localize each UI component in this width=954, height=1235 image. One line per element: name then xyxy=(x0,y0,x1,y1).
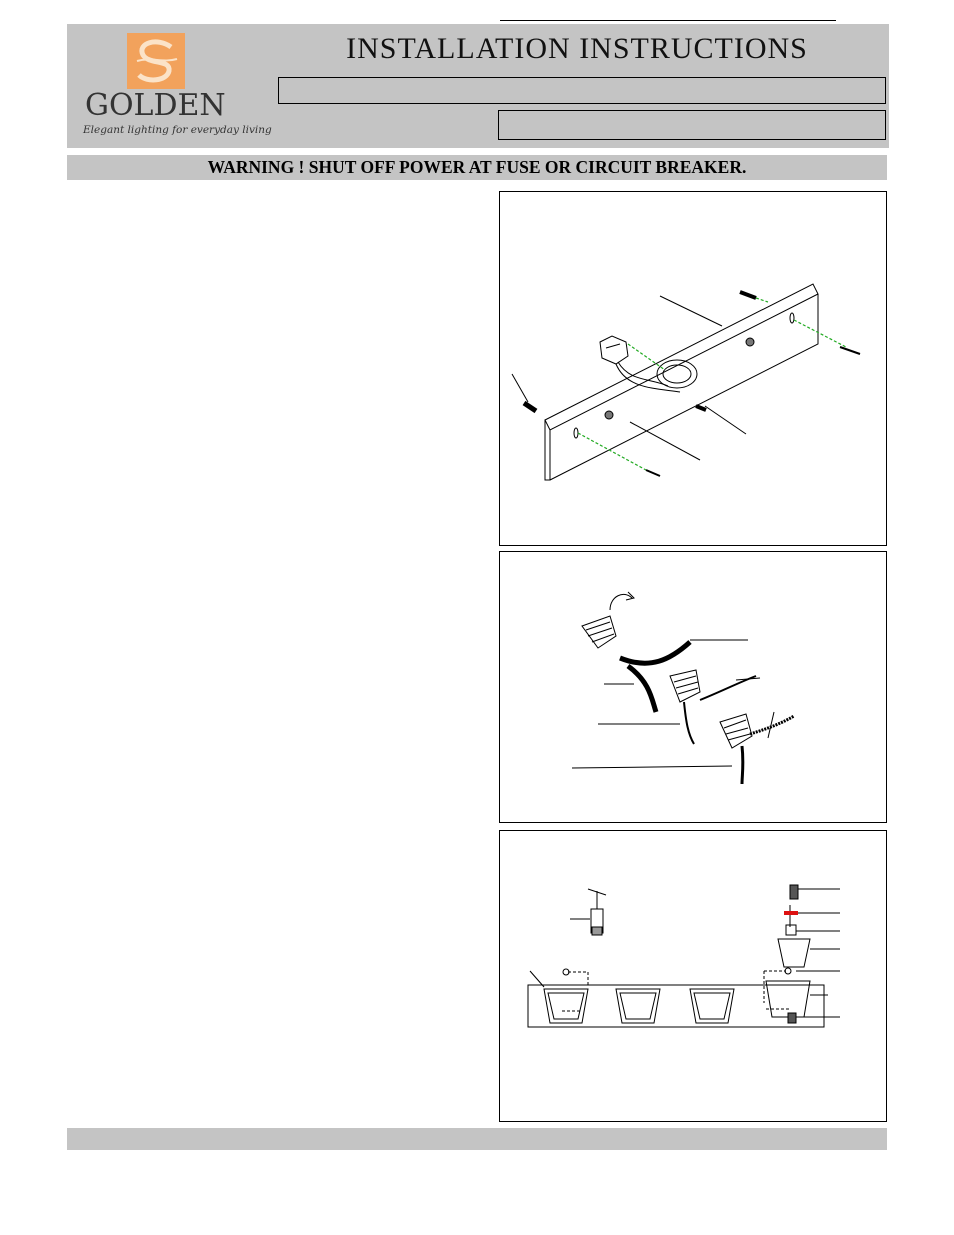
logo-wordmark: GOLDEN xyxy=(85,88,226,123)
header-banner xyxy=(67,24,889,148)
glass-assembly-diagram xyxy=(500,831,886,1121)
logo-tagline: Elegant lighting for everyday living xyxy=(83,124,272,136)
wiring-diagram xyxy=(500,552,886,822)
glass-assembly-panel xyxy=(499,830,887,1122)
page-title: INSTALLATION INSTRUCTIONS xyxy=(346,32,808,65)
wiring-diagram-panel xyxy=(499,551,887,823)
mounting-diagram xyxy=(500,192,886,545)
logo-mark-icon xyxy=(127,33,185,89)
item-number-box xyxy=(498,110,886,140)
footer-bar xyxy=(67,1128,887,1150)
washer-marker xyxy=(784,911,798,915)
brand-logo xyxy=(83,30,272,142)
mounting-diagram-panel xyxy=(499,191,887,546)
model-number-box xyxy=(278,77,886,104)
header-top-rule xyxy=(500,20,836,21)
warning-banner: WARNING ! SHUT OFF POWER AT FUSE OR CIRCUIT BREAKER. xyxy=(67,155,887,180)
